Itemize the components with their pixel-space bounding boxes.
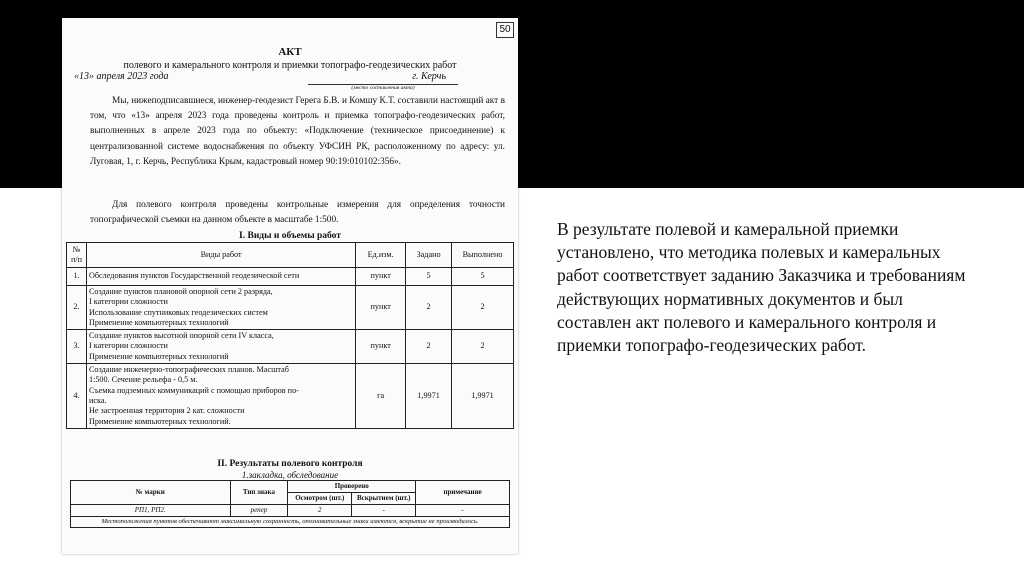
row-opened: - bbox=[352, 505, 416, 517]
section-works-title: I. Виды и объемы работ bbox=[239, 231, 341, 241]
page-number: 50 bbox=[496, 22, 514, 38]
work-line: Применение компьютерных технологий bbox=[88, 351, 229, 361]
row-work bbox=[86, 330, 355, 364]
header-inspected: Осмотром (шт.) bbox=[288, 493, 352, 505]
row-done: 1,9971 bbox=[452, 364, 514, 429]
paragraph-measurements: Для полевого контроля проведены контрольные измерения для определения точности топографической съемки на данном объекте в масштабе 1:500. bbox=[90, 200, 505, 226]
table-row bbox=[67, 330, 514, 364]
act-date: «13» апреля 2023 года bbox=[74, 71, 169, 82]
table-row bbox=[67, 268, 514, 286]
works-table-header bbox=[67, 243, 514, 268]
work-line: Создание пунктов плановой опорной сети 2 разряда, bbox=[88, 287, 273, 296]
header-checked: Проверено bbox=[288, 481, 416, 493]
row-num: 1. bbox=[67, 268, 87, 286]
act-place: г. Керчь bbox=[412, 71, 446, 82]
row-work bbox=[86, 268, 355, 286]
work-line: Создание пунктов высотной опорной сети IV класса, bbox=[88, 331, 274, 341]
place-note: (место составления акта) bbox=[351, 85, 415, 91]
row-work bbox=[86, 286, 355, 330]
row-inspected: 2 bbox=[288, 505, 352, 517]
table-row bbox=[67, 364, 514, 429]
table-row bbox=[67, 286, 514, 330]
row-planned: 2 bbox=[406, 286, 452, 330]
row-planned: 2 bbox=[406, 330, 452, 364]
work-line: Создание инженерно-топографических планов. Масштаб bbox=[88, 365, 289, 375]
results-note-row bbox=[71, 517, 510, 528]
act-title: АКТ bbox=[278, 46, 302, 58]
row-sign-type: репер bbox=[230, 505, 288, 517]
table-row bbox=[71, 505, 510, 517]
work-line: I категории сложности bbox=[88, 297, 168, 307]
row-work bbox=[86, 364, 355, 429]
work-line: иска. bbox=[88, 395, 107, 405]
act-subtitle: полевого и камерального контроля и приемки топографо-геодезических работ bbox=[123, 60, 457, 71]
row-planned: 5 bbox=[406, 268, 452, 286]
work-line: Съемка подземных коммуникаций с помощью приборов по- bbox=[88, 385, 299, 395]
row-num: 4. bbox=[67, 364, 87, 429]
row-unit: пункт bbox=[356, 268, 406, 286]
header-sign-type: Тип знака bbox=[230, 481, 288, 505]
results-header-top bbox=[71, 481, 510, 493]
section-results-title: II. Результаты полевого контроля bbox=[217, 459, 363, 469]
work-line: I категории сложности bbox=[88, 341, 168, 351]
results-table bbox=[70, 480, 510, 528]
row-unit: пункт bbox=[356, 330, 406, 364]
row-mark: РП1, РП2. bbox=[71, 505, 231, 517]
row-unit: га bbox=[356, 364, 406, 429]
results-note: Местоположения пунктов обеспечивают максимальную сохранность, опознавательные знаки имеются, вскрытие не производилось. bbox=[71, 517, 510, 528]
header-num: № п/п bbox=[67, 243, 87, 268]
header-done: Выполнено bbox=[452, 243, 514, 268]
work-line: Обследования пунктов Государственной геодезической сети bbox=[88, 271, 300, 281]
row-done: 5 bbox=[452, 268, 514, 286]
works-table bbox=[66, 242, 514, 429]
row-done: 2 bbox=[452, 330, 514, 364]
work-line: Не застроенная территория 2 кат. сложности bbox=[88, 406, 245, 416]
work-line: 1:500. Сечение рельефа - 0,5 м. bbox=[88, 375, 198, 385]
row-num: 2. bbox=[67, 286, 87, 330]
work-line: Применение компьютерных технологий. bbox=[88, 416, 231, 426]
header-work-type: Виды работ bbox=[86, 243, 355, 268]
scanned-act-document bbox=[62, 18, 518, 554]
row-done: 2 bbox=[452, 286, 514, 330]
work-line: Применение компьютерных технологий bbox=[88, 317, 229, 327]
section-results-subtitle: 1.закладка, обследование bbox=[241, 470, 339, 480]
row-unit: пункт bbox=[356, 286, 406, 330]
header-mark: № марки bbox=[71, 481, 231, 505]
row-planned: 1,9971 bbox=[406, 364, 452, 429]
paragraph-participants: Мы, нижеподписавшиеся, инженер-геодезист Герега Б.В. и Комшу К.Т. составили настоящий акт в том, что «13» апреля 2023 года проведены контроль и приемка топографо-геодезических работ, выполненных в апреле 2023 года по объекту: «Подключение (техническое присоединение) к централизованной системе водоснабжения по объекту УФСИН РК, расположенному по адресу: ул. Луговая, 1, г. Керчь, Республика Крым, кадастровый номер 90:19:010102:356». bbox=[90, 96, 505, 167]
row-note: - bbox=[416, 505, 510, 517]
header-note: примечание bbox=[416, 481, 510, 505]
header-planned: Задано bbox=[406, 243, 452, 268]
work-line: Использование спутниковых геодезических систем bbox=[88, 307, 268, 317]
header-opened: Вскрытием (шт.) bbox=[352, 493, 416, 505]
date-place-line bbox=[74, 71, 506, 82]
header-unit: Ед.изм. bbox=[356, 243, 406, 268]
slide-summary-text: В результате полевой и камеральной приемки установлено, что методика полевых и камеральных работ соответствует заданию Заказчика и требованиям действующих нормативных документов и был составлен акт полевого и камерального контроля и приемки топографо-геодезических работ. bbox=[557, 219, 966, 356]
row-num: 3. bbox=[67, 330, 87, 364]
